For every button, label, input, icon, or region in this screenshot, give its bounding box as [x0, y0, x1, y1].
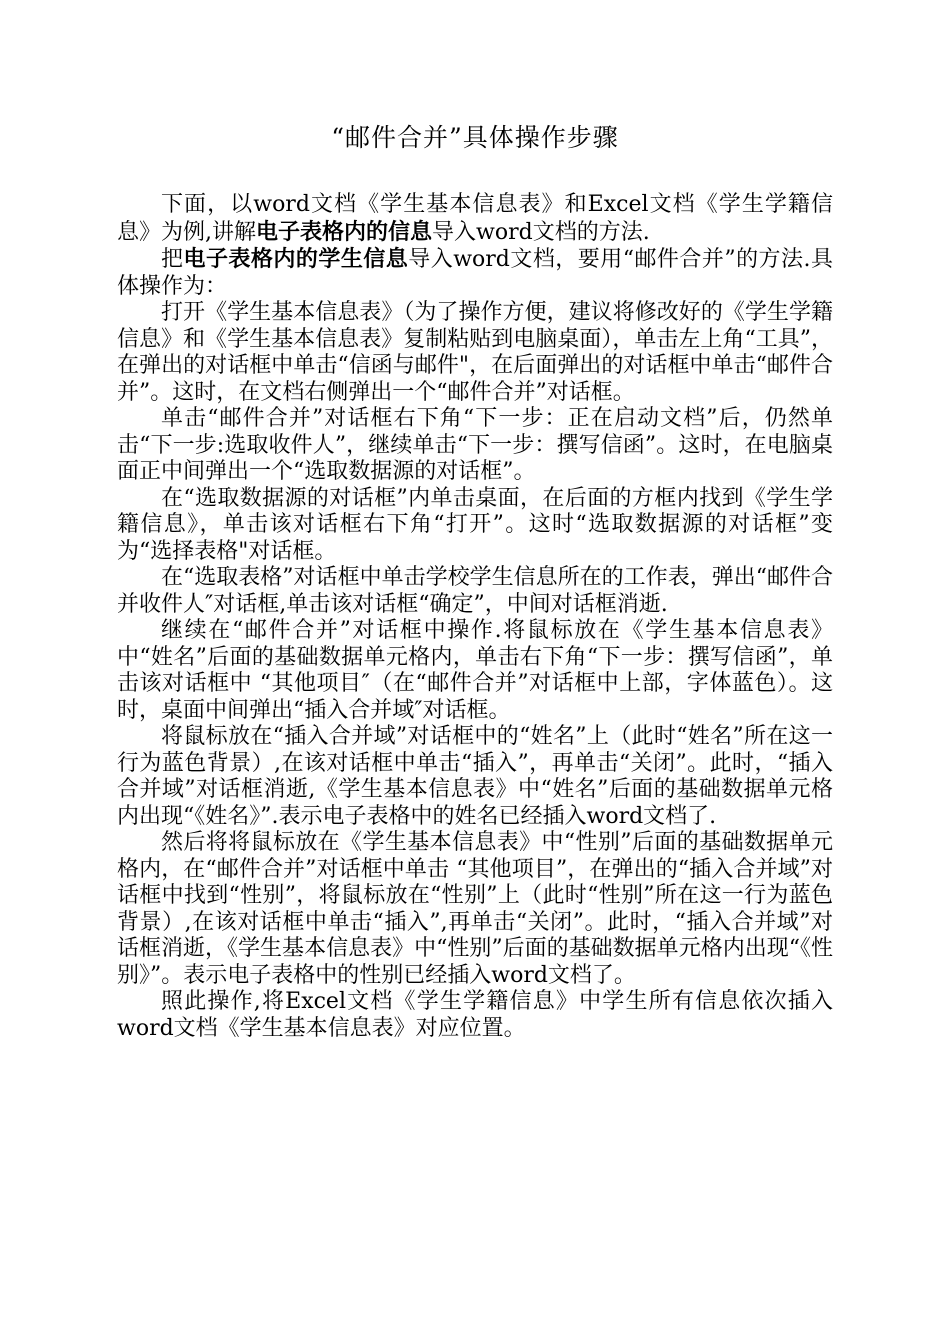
- paragraph-8: 将鼠标放在“插入合并域”对话框中的“姓名”上（此时“姓名”所在这一行为蓝色背景）,在该对话框中单击“插入”，再单击“关闭”。此时，“插入合并域”对话框消逝,《学生基本信息表》中“姓名”后面的基础数据单元格内出现“《姓名》”.表示电子表格中的姓名已经插入word文档了.: [117, 724, 833, 829]
- paragraph-3: 打开《学生基本信息表》（为了操作方便，建议将修改好的《学生学籍信息》和《学生基本信息表》复制粘贴到电脑桌面），单击左上角“工具”，在弹出的对话框中单击“信函与邮件"，在后面弹出的对话框中单击“邮件合并”。这时，在文档右侧弹出一个“邮件合并”对话框。: [117, 300, 833, 405]
- document-body: [117, 192, 833, 1042]
- paragraph-7: 继续在“邮件合并”对话框中操作.将鼠标放在《学生基本信息表》中“姓名”后面的基础数据单元格内，单击右下角“下一步：撰写信函”，单击该对话框中 “其他项目″（在“邮件合并”对话框中上部，字体蓝色）。这时，桌面中间弹出“插入合并域″对话框。: [117, 618, 833, 723]
- paragraph-2: [117, 246, 833, 300]
- paragraph-1-bold-text: 电子表格内的信息: [256, 218, 433, 245]
- document-title: “邮件合并”具体操作步骤: [331, 123, 619, 152]
- paragraph-10: 照此操作,将Excel文档《学生学籍信息》中学生所有信息依次插入word文档《学生基本信息表》对应位置。: [117, 989, 833, 1041]
- paragraph-4: 单击“邮件合并”对话框右下角“下一步：正在启动文档”后，仍然单击“下一步:选取收件人”，继续单击“下一步：撰写信函”。这时，在电脑桌面正中间弹出一个“选取数据源的对话框”。: [117, 406, 833, 484]
- paragraph-2-bold-text: 电子表格内的学生信息: [183, 246, 409, 272]
- paragraph-2-text-a: 把: [161, 247, 184, 272]
- paragraph-9: 然后将将鼠标放在《学生基本信息表》中“性别”后面的基础数据单元格内，在“邮件合并”对话框中单击 “其他项目”，在弹出的“插入合并域”对话框中找到“性别”，将鼠标放在“性别”上（此时“性别”所在这一行为蓝色背景）,在该对话框中单击“插入”,再单击“关闭”。此时，“插入合并域”对话框消逝，《学生基本信息表》中“性别”后面的基础数据单元格内出现“《性别》”。表示电子表格中的性别已经插入word文档了。: [117, 830, 833, 988]
- paragraph-5: 在“选取数据源的对话框”内单击桌面，在后面的方框内找到《学生学籍信息》，单击该对话框右下角“打开”。这时“选取数据源的对话框”变为“选择表格"对话框。: [117, 485, 833, 564]
- paragraph-1: [117, 192, 833, 246]
- paragraph-1-text-c: 导入word文档的方法.: [432, 219, 650, 245]
- paragraph-6: 在“选取表格”对话框中单击学校学生信息所在的工作表，弹出“邮件合并收件人″对话框,单击该对话框“确定”，中间对话框消逝.: [117, 565, 833, 617]
- paragraph-2-text-c: 导入word文档，要用“邮件合并”的方法.具体操作为：: [117, 247, 833, 299]
- paragraph-1-text-a: 下面，以word文档《学生基本信息表》和Excel文档《学生学籍信息》为例,讲解: [117, 192, 833, 245]
